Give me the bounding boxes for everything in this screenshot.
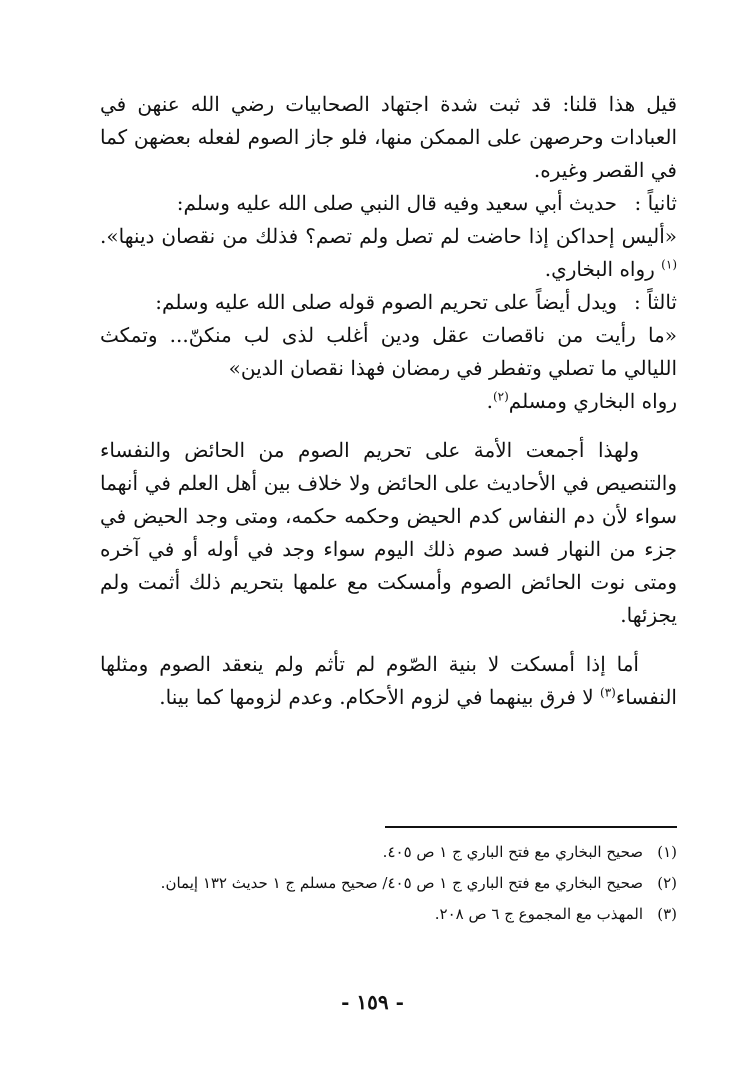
hadith-source-1: رواه البخاري.: [544, 257, 655, 281]
footnote-2: [100, 871, 677, 896]
paragraph-5: [100, 648, 677, 714]
paragraph-5-start: أما إذا أمسكت لا بنية الصّوم لم تأثم ولم ينعقد الصوم ومثلها النفساء: [100, 652, 677, 709]
point-two-label: ثانياً :: [634, 191, 677, 215]
footnote-number: (٣): [657, 905, 677, 923]
footnote-number: (١): [657, 843, 677, 861]
paragraph-4: ولهذا أجمعت الأمة على تحريم الصوم من الحائض والنفساء والتنصيص في الأحاديث على الحائض ولا خلاف بين أهل العلم في أنهما سواء لأن دم النفاس كدم الحيض وحكمه حكمه، ومتى وجد الحيض في جزء من النهار فسد صوم ذلك اليوم سواء وجد في أوله أو في آخره ومتى نوت الحائض الصوم وأمسكت مع علمها بتحريم ذلك أثمت ولم يجزئها.: [100, 438, 677, 627]
point-three-quote: [100, 319, 677, 418]
point-two-intro: حديث أبي سعيد وفيه قال النبي صلى الله عليه وسلم:: [176, 191, 617, 215]
hadith-source-2: رواه البخاري ومسلم: [508, 389, 677, 413]
point-three: [100, 286, 677, 418]
page-number: - ١٥٩ -: [341, 990, 404, 1014]
footnote-divider: [385, 826, 677, 828]
paragraph-5-end: لا فرق بينهما في لزوم الأحكام. وعدم لزومها كما بينا.: [159, 685, 594, 709]
point-three-label: ثالثاً :: [634, 290, 677, 314]
footnote-ref-3: (٣): [600, 685, 616, 700]
footnote-text: صحيح البخاري مع فتح الباري ج ١ ص ٤٠٥/ صحيح مسلم ج ١ حديث ١٣٢ إيمان.: [160, 874, 643, 892]
footnote-ref-2: (٢): [492, 389, 509, 404]
point-two: [100, 187, 677, 286]
footnote-ref-1: (١): [661, 257, 677, 272]
footnotes: [100, 840, 677, 933]
footnote-number: (٢): [657, 874, 677, 892]
main-text: [100, 88, 677, 714]
point-three-intro: ويدل أيضاً على تحريم الصوم قوله صلى الله عليه وسلم:: [155, 290, 617, 314]
point-two-quote: [100, 220, 677, 286]
footnote-1: [100, 840, 677, 865]
hadith-source-2-end: .: [486, 389, 493, 413]
footnote-text: صحيح البخاري مع فتح الباري ج ١ ص ٤٠٥.: [382, 843, 643, 861]
hadith-quote-2: «ما رأيت من ناقصات عقل ودين أغلب لذى لب منكنّ... وتمكث الليالي ما تصلي وتفطر في رمضان فهذا نقصان الدين»: [100, 323, 678, 380]
footnote-text: المهذب مع المجموع ج ٦ ص ٢٠٨.: [434, 905, 643, 923]
hadith-quote-1: «أليس إحداكن إذا حاضت لم تصل ولم تصم؟ فذلك من نقصان دينها».: [100, 224, 677, 248]
paragraph-1: قيل هذا قلنا: قد ثبت شدة اجتهاد الصحابيات رضي الله عنهن في العبادات وحرصهن على الممكن منها، فلو جاز الصوم لفعله بعضهن كما في القصر وغيره.: [100, 92, 678, 182]
footnote-3: [100, 902, 677, 927]
